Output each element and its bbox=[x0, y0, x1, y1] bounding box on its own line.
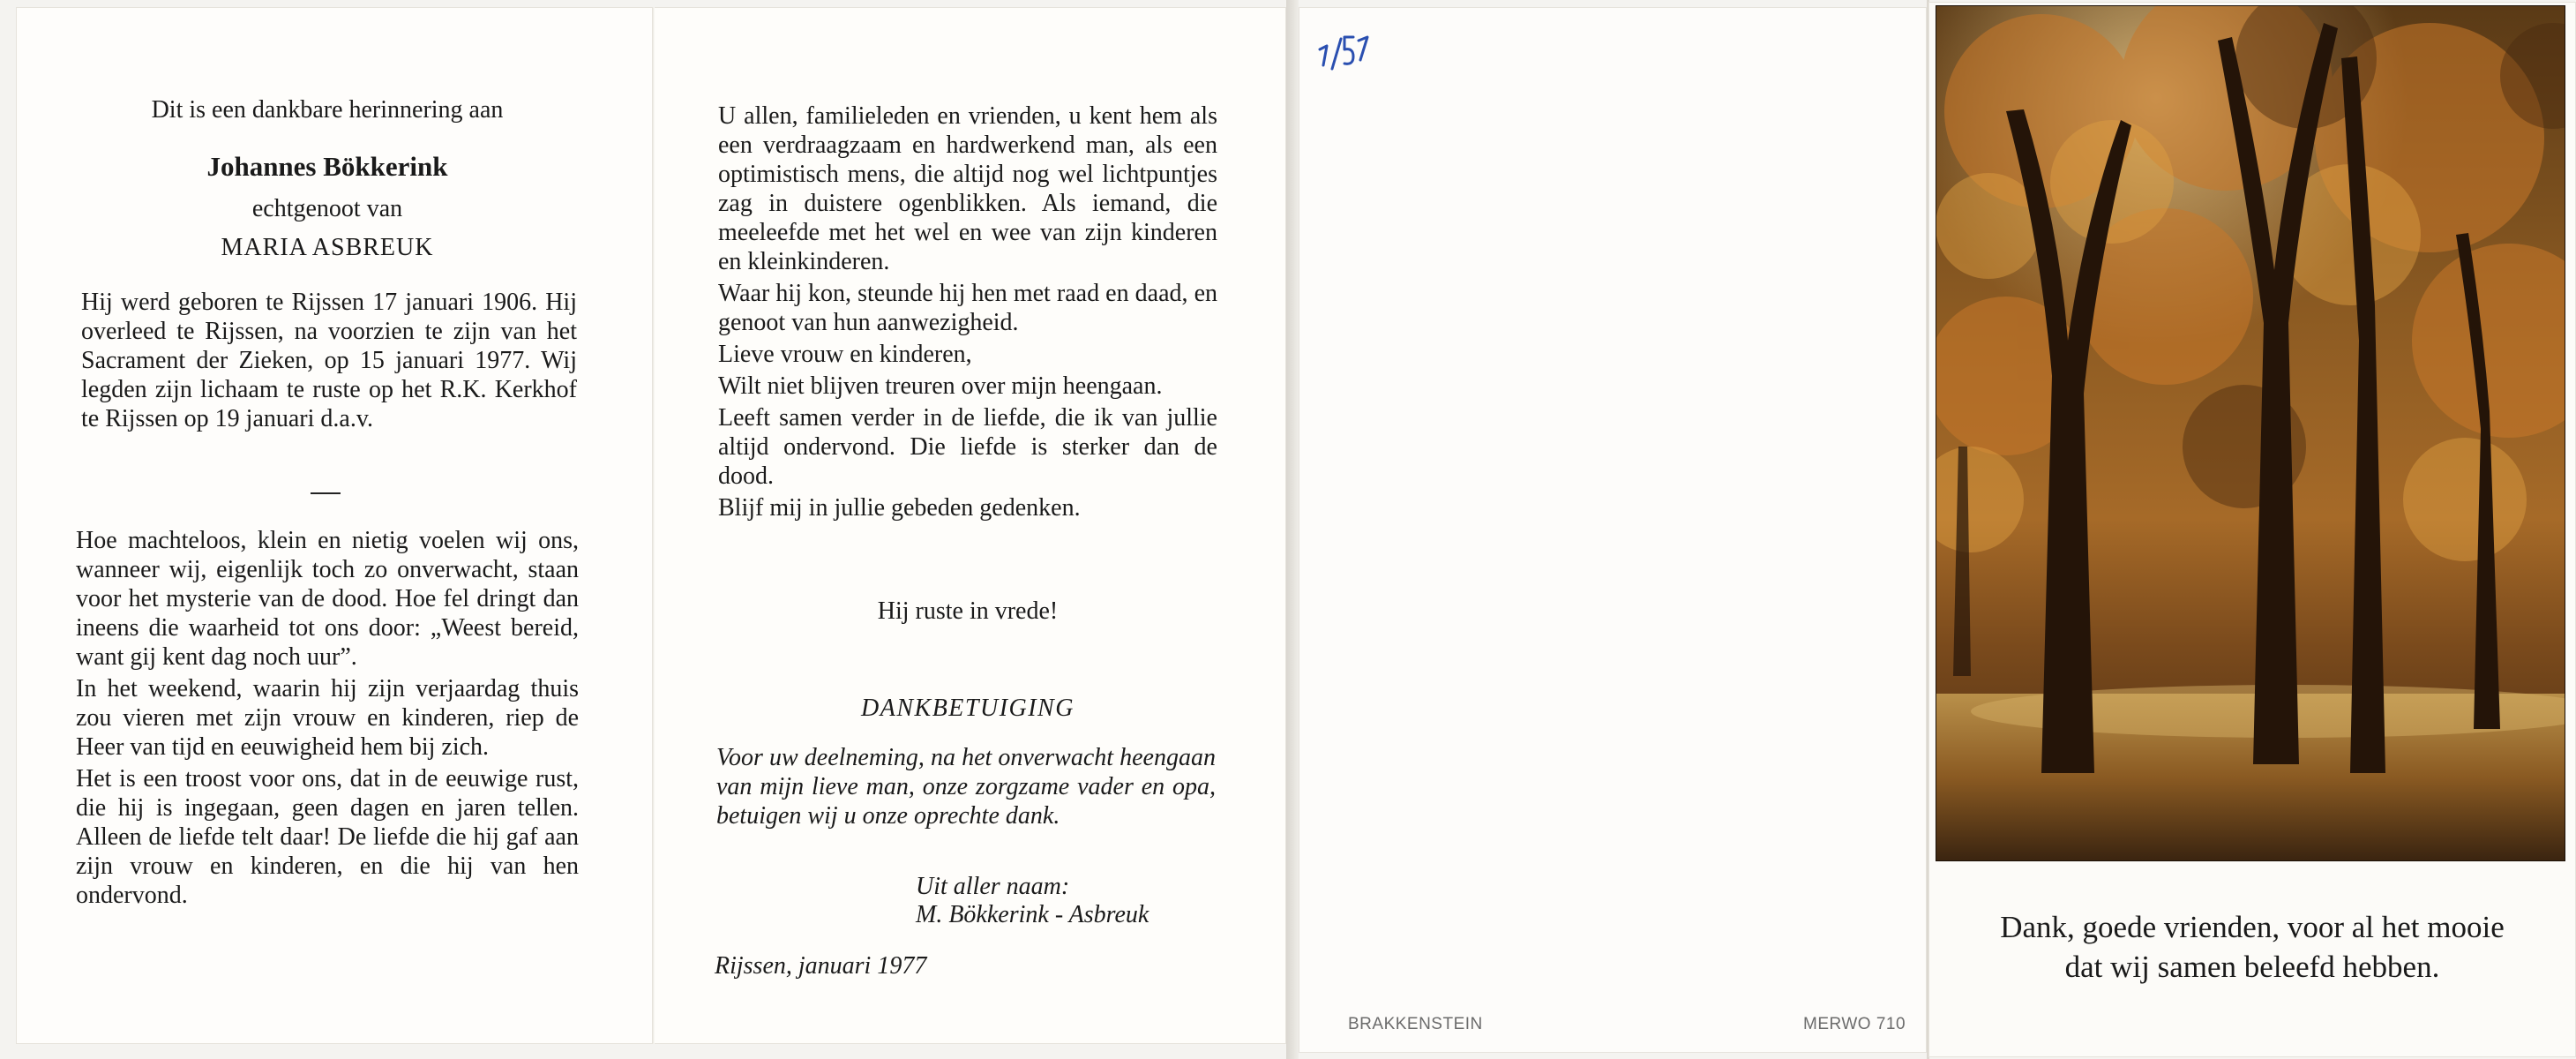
rest-in-peace: Hij ruste in vrede! bbox=[877, 597, 1059, 625]
paragraph: Wilt niet blijven treuren over mijn heengaan. bbox=[718, 372, 1163, 400]
signature-name: M. Bökkerink - Asbreuk bbox=[916, 901, 1149, 928]
reflection-text bbox=[76, 526, 579, 910]
deceased-name: Johannes Bökkerink bbox=[206, 151, 448, 182]
spouse-label: echtgenoot van bbox=[251, 195, 403, 222]
paragraph: Leeft samen verder in de liefde, die ik van jullie altijd ondervond. Die liefde is sterker dan de dood. bbox=[718, 404, 1217, 490]
paragraph: Het is een troost voor ons, dat in de eeuwige rust, die hij is ingegaan, geen dagen en jaren tellen. Alleen de liefde telt daar! De liefde die hij gaf aan zijn vrouw en kinderen, en die hij van hen ondervond. bbox=[76, 765, 579, 909]
paragraph: Hoe machteloos, klein en nietig voelen wij ons, wanneer wij, eigenlijk toch zo onverwacht, staan voor het mysterie van de dood. Hoe fel dringt dan ineens die waarheid tot ons door: „Weest bereid, want gij kent dag noch uur”. bbox=[76, 527, 579, 671]
remembrance-text bbox=[718, 101, 1217, 522]
autumn-forest-photo bbox=[1936, 5, 2565, 861]
imprint-publisher: BRAKKENSTEIN bbox=[1348, 1015, 1483, 1033]
paragraph: Blijf mij in jullie gebeden gedenken. bbox=[718, 494, 1081, 522]
back-panel bbox=[1299, 7, 1927, 1053]
paragraph: Lieve vrouw en kinderen, bbox=[718, 341, 972, 368]
imprint-code: MERWO 710 bbox=[1803, 1015, 1906, 1033]
biography-paragraph: Hij werd geboren te Rijssen 17 januari 1906. Hij overleed te Rijssen, na voorzien te zijn van het Sacrament der Zieken, op 15 januari 1977. Wij legden zijn lichaam te ruste op het R.K. Kerkhof te Rijssen op 19 januari d.a.v. bbox=[81, 289, 577, 432]
card-fold bbox=[653, 7, 655, 1044]
handwritten-mark bbox=[1314, 28, 1376, 99]
divider-dash bbox=[311, 492, 341, 494]
paragraph: Waar hij kon, steunde hij hen met raad en daad, en genoot van hun aanwezigheid. bbox=[718, 280, 1217, 336]
closing-verse-line: Dank, goede vrienden, voor al het mooie bbox=[2000, 910, 2505, 944]
signature-label: Uit aller naam: bbox=[916, 873, 1070, 900]
closing-verse-line: dat wij samen beleefd hebben. bbox=[2064, 950, 2440, 984]
thanks-heading: DANKBETUIGING bbox=[861, 695, 1075, 722]
paragraph: U allen, familieleden en vrienden, u kent hem als een verdraagzaam en hardwerkend man, als een optimistisch mens, die altijd nog wel lichtpuntjes zag in duistere ogenblikken. Als iemand, die meeleefde met het wel en wee van zijn kinderen en kleinkinderen. bbox=[718, 102, 1217, 275]
panel-gap bbox=[1286, 0, 1299, 1059]
thanks-text: Voor uw deelneming, na het onverwacht heengaan van mijn lieve man, onze zorgzame vader en opa, betuigen wij u onze oprechte dank. bbox=[716, 744, 1216, 830]
intro-line: Dit is een dankbare herinnering aan bbox=[151, 96, 504, 124]
spouse-name: MARIA ASBREUK bbox=[221, 234, 434, 261]
place-date: Rijssen, januari 1977 bbox=[715, 952, 927, 980]
closing-verse bbox=[1937, 907, 2567, 987]
paragraph: In het weekend, waarin hij zijn verjaardag thuis zou vieren met zijn vrouw en kinderen, riep de Heer van tijd en eeuwigheid hem bij zich. bbox=[76, 675, 579, 761]
